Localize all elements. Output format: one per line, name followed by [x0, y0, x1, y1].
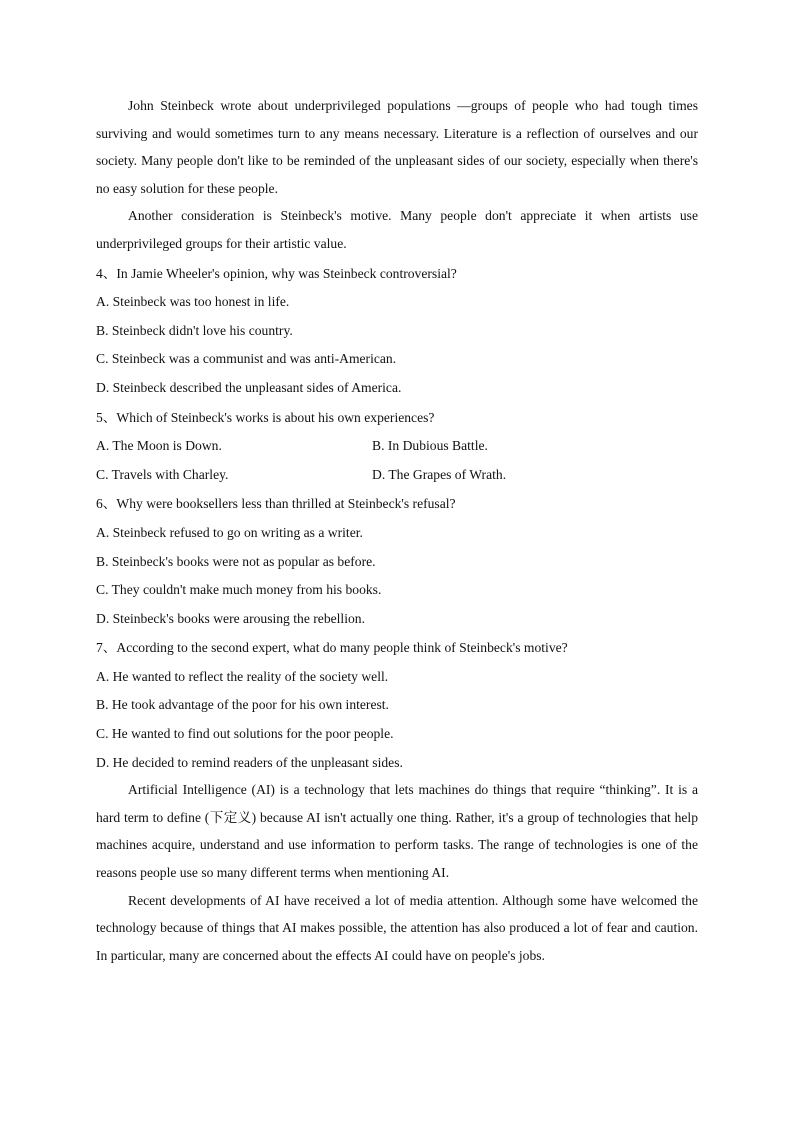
- paragraph: John Steinbeck wrote about underprivileged populations —groups of people who had tough times surviving and would sometimes turn to any means necessary. Literature is a reflection of ourselves and our society. Many people don't like to be reminded of the unpleasant sides of our society, especially when there's no easy solution for these people.: [96, 98, 698, 196]
- passage-ai: [96, 776, 698, 969]
- option-d: D. He decided to remind readers of the unpleasant sides.: [96, 754, 403, 770]
- option-a: A. Steinbeck was too honest in life.: [96, 294, 290, 310]
- option-row: [96, 461, 698, 489]
- option-d: D. Steinbeck's books were arousing the rebellion.: [96, 610, 365, 626]
- option-c: C. Steinbeck was a communist and was anti-American.: [96, 351, 397, 367]
- option-row: [96, 432, 698, 460]
- paragraph: Another consideration is Steinbeck's motive. Many people don't appreciate it when artists use underprivileged groups for their artistic value.: [96, 208, 698, 251]
- option-a: A. Steinbeck refused to go on writing as a writer.: [96, 524, 363, 540]
- question-7: [96, 634, 698, 776]
- option-d: D. Steinbeck described the unpleasant sides of America.: [96, 379, 402, 395]
- option-a: A. He wanted to reflect the reality of the society well.: [96, 668, 389, 684]
- question-stem: 4、In Jamie Wheeler's opinion, why was Steinbeck controversial?: [96, 265, 457, 281]
- option-c: C. They couldn't make much money from his books.: [96, 582, 382, 598]
- option-b: B. Steinbeck didn't love his country.: [96, 322, 293, 338]
- passage-steinbeck: [96, 92, 698, 258]
- question-4: [96, 260, 698, 402]
- option-b: B. He took advantage of the poor for his own interest.: [96, 697, 389, 713]
- option-c: C. He wanted to find out solutions for the poor people.: [96, 726, 394, 742]
- option-c: C. Travels with Charley.: [96, 466, 229, 482]
- question-stem: 7、According to the second expert, what do many people think of Steinbeck's motive?: [96, 640, 568, 656]
- option-d: D. The Grapes of Wrath.: [372, 466, 507, 482]
- option-b: B. In Dubious Battle.: [372, 438, 488, 454]
- question-6: [96, 490, 698, 632]
- page-content: [96, 92, 698, 969]
- option-a: A. The Moon is Down.: [96, 438, 222, 454]
- paragraph: Artificial Intelligence (AI) is a technology that lets machines do things that require “thinking”. It is a hard term to define (下定义) because AI isn't actually one thing. Rather, it's a group of technologies that help machines acquire, understand and use information to perform tasks. The range of technologies is one of the reasons people use so many different terms when mentioning AI.: [96, 782, 698, 881]
- option-b: B. Steinbeck's books were not as popular as before.: [96, 553, 376, 569]
- question-stem: 6、Why were booksellers less than thrilled at Steinbeck's refusal?: [96, 496, 456, 512]
- question-5: [96, 404, 698, 489]
- question-stem: 5、Which of Steinbeck's works is about his own experiences?: [96, 409, 435, 425]
- paragraph: Recent developments of AI have received a lot of media attention. Although some have welcomed the technology because of things that AI makes possible, the attention has also produced a lot of fear and caution. In particular, many are concerned about the effects AI could have on people's jobs.: [96, 892, 698, 963]
